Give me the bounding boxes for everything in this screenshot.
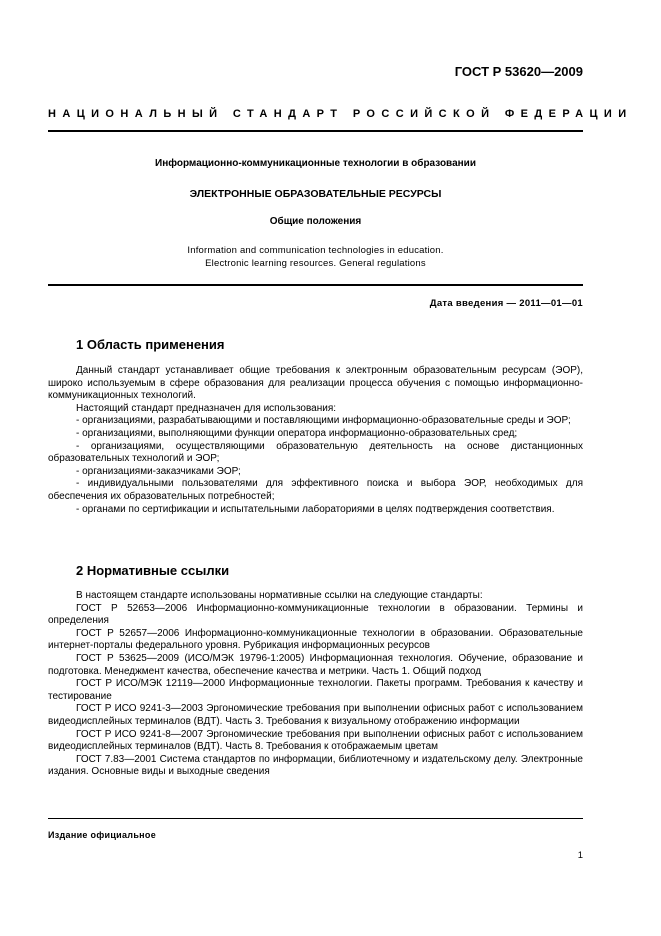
title-rule bbox=[48, 284, 583, 286]
english-title-line-1: Information and communication technologies in education. bbox=[187, 245, 444, 256]
document-code: ГОСТ Р 53620—2009 bbox=[454, 64, 583, 79]
footer-rule bbox=[48, 818, 583, 819]
list-item: - организациями-заказчиками ЭОР; bbox=[76, 465, 241, 477]
list-item: - организациями, разрабатывающими и поставляющими информационно-образовательные среды и ЭОР; bbox=[76, 415, 571, 427]
section-1-body bbox=[48, 365, 583, 516]
section-2-body bbox=[48, 590, 583, 779]
main-title: ЭЛЕКТРОННЫЕ ОБРАЗОВАТЕЛЬНЫЕ РЕСУРСЫ bbox=[189, 188, 442, 200]
paragraph: Настоящий стандарт предназначен для использования: bbox=[76, 402, 337, 414]
english-title-line-2: Electronic learning resources. General regulations bbox=[205, 258, 426, 269]
reference-item: ГОСТ 7.83—2001 Система стандартов по информации, библиотечному и издательскому делу. Электронные издания. Основные виды и выходные сведения bbox=[48, 753, 583, 778]
page-number: 1 bbox=[577, 850, 583, 861]
list-item: - организациями, осуществляющими образовательную деятельность на основе дистанционных образовательных технологий и ЭОР; bbox=[48, 440, 583, 465]
reference-item: ГОСТ Р 52657—2006 Информационно-коммуникационные технологии в образовании. Образовательные интернет-порталы федерального уровня. Рубрикация информационных ресурсов bbox=[48, 627, 583, 652]
reference-item: ГОСТ Р 53625—2009 (ИСО/МЭК 19796-1:2005) Информационная технология. Обучение, образование и подготовка. Менеджмент качества, обеспечение качества и метрики. Часть 1. Общий подход bbox=[48, 652, 583, 677]
reference-item: ГОСТ Р ИСО/МЭК 12119—2000 Информационные технологии. Пакеты программ. Требования к качеству и тестирование bbox=[48, 678, 583, 702]
paragraph: В настоящем стандарте использованы нормативные ссылки на следующие стандарты: bbox=[76, 590, 483, 601]
section-2-heading: 2 Нормативные ссылки bbox=[76, 563, 230, 578]
introduction-date: Дата введения — 2011—01—01 bbox=[429, 298, 583, 309]
english-title bbox=[48, 244, 583, 270]
paragraph: Данный стандарт устанавливает общие требования к электронным образовательным ресурсам (ЭОР), широко используемым в сфере образования для реализации процесса обучения с помощью информационно-коммуникационных технологий. bbox=[48, 365, 583, 402]
reference-item: ГОСТ Р 52653—2006 Информационно-коммуникационные технологии в образовании. Термины и определения bbox=[48, 602, 583, 627]
national-standard-title: НАЦИОНАЛЬНЫЙ СТАНДАРТ РОССИЙСКОЙ ФЕДЕРАЦИИ bbox=[48, 108, 633, 120]
official-edition-label: Издание официальное bbox=[48, 830, 157, 840]
topic-title: Информационно-коммуникационные технологии в образовании bbox=[155, 158, 476, 169]
list-item: - организациями, выполняющими функции оператора информационно-образовательных сред; bbox=[76, 427, 518, 439]
header-rule bbox=[48, 130, 583, 132]
list-item: - индивидуальными пользователями для эффективного поиска и выбора ЭОР, необходимых для обеспечения их образовательных потребностей; bbox=[48, 478, 583, 502]
section-1-heading: 1 Область применения bbox=[76, 337, 225, 352]
reference-item: ГОСТ Р ИСО 9241-8—2007 Эргономические требования при выполнении офисных работ с использованием видеодисплейных терминалов (ВДТ). Часть 8. Требования к отображаемым цветам bbox=[48, 728, 583, 753]
subtitle: Общие положения bbox=[269, 216, 362, 227]
list-item: - органами по сертификации и испытательными лабораториями в целях подтверждения соответствия. bbox=[76, 503, 555, 515]
reference-item: ГОСТ Р ИСО 9241-3—2003 Эргономические требования при выполнении офисных работ с использованием видеодисплейных терминалов (ВДТ). Часть 3. Требования к визуальному отображению информации bbox=[48, 703, 583, 727]
